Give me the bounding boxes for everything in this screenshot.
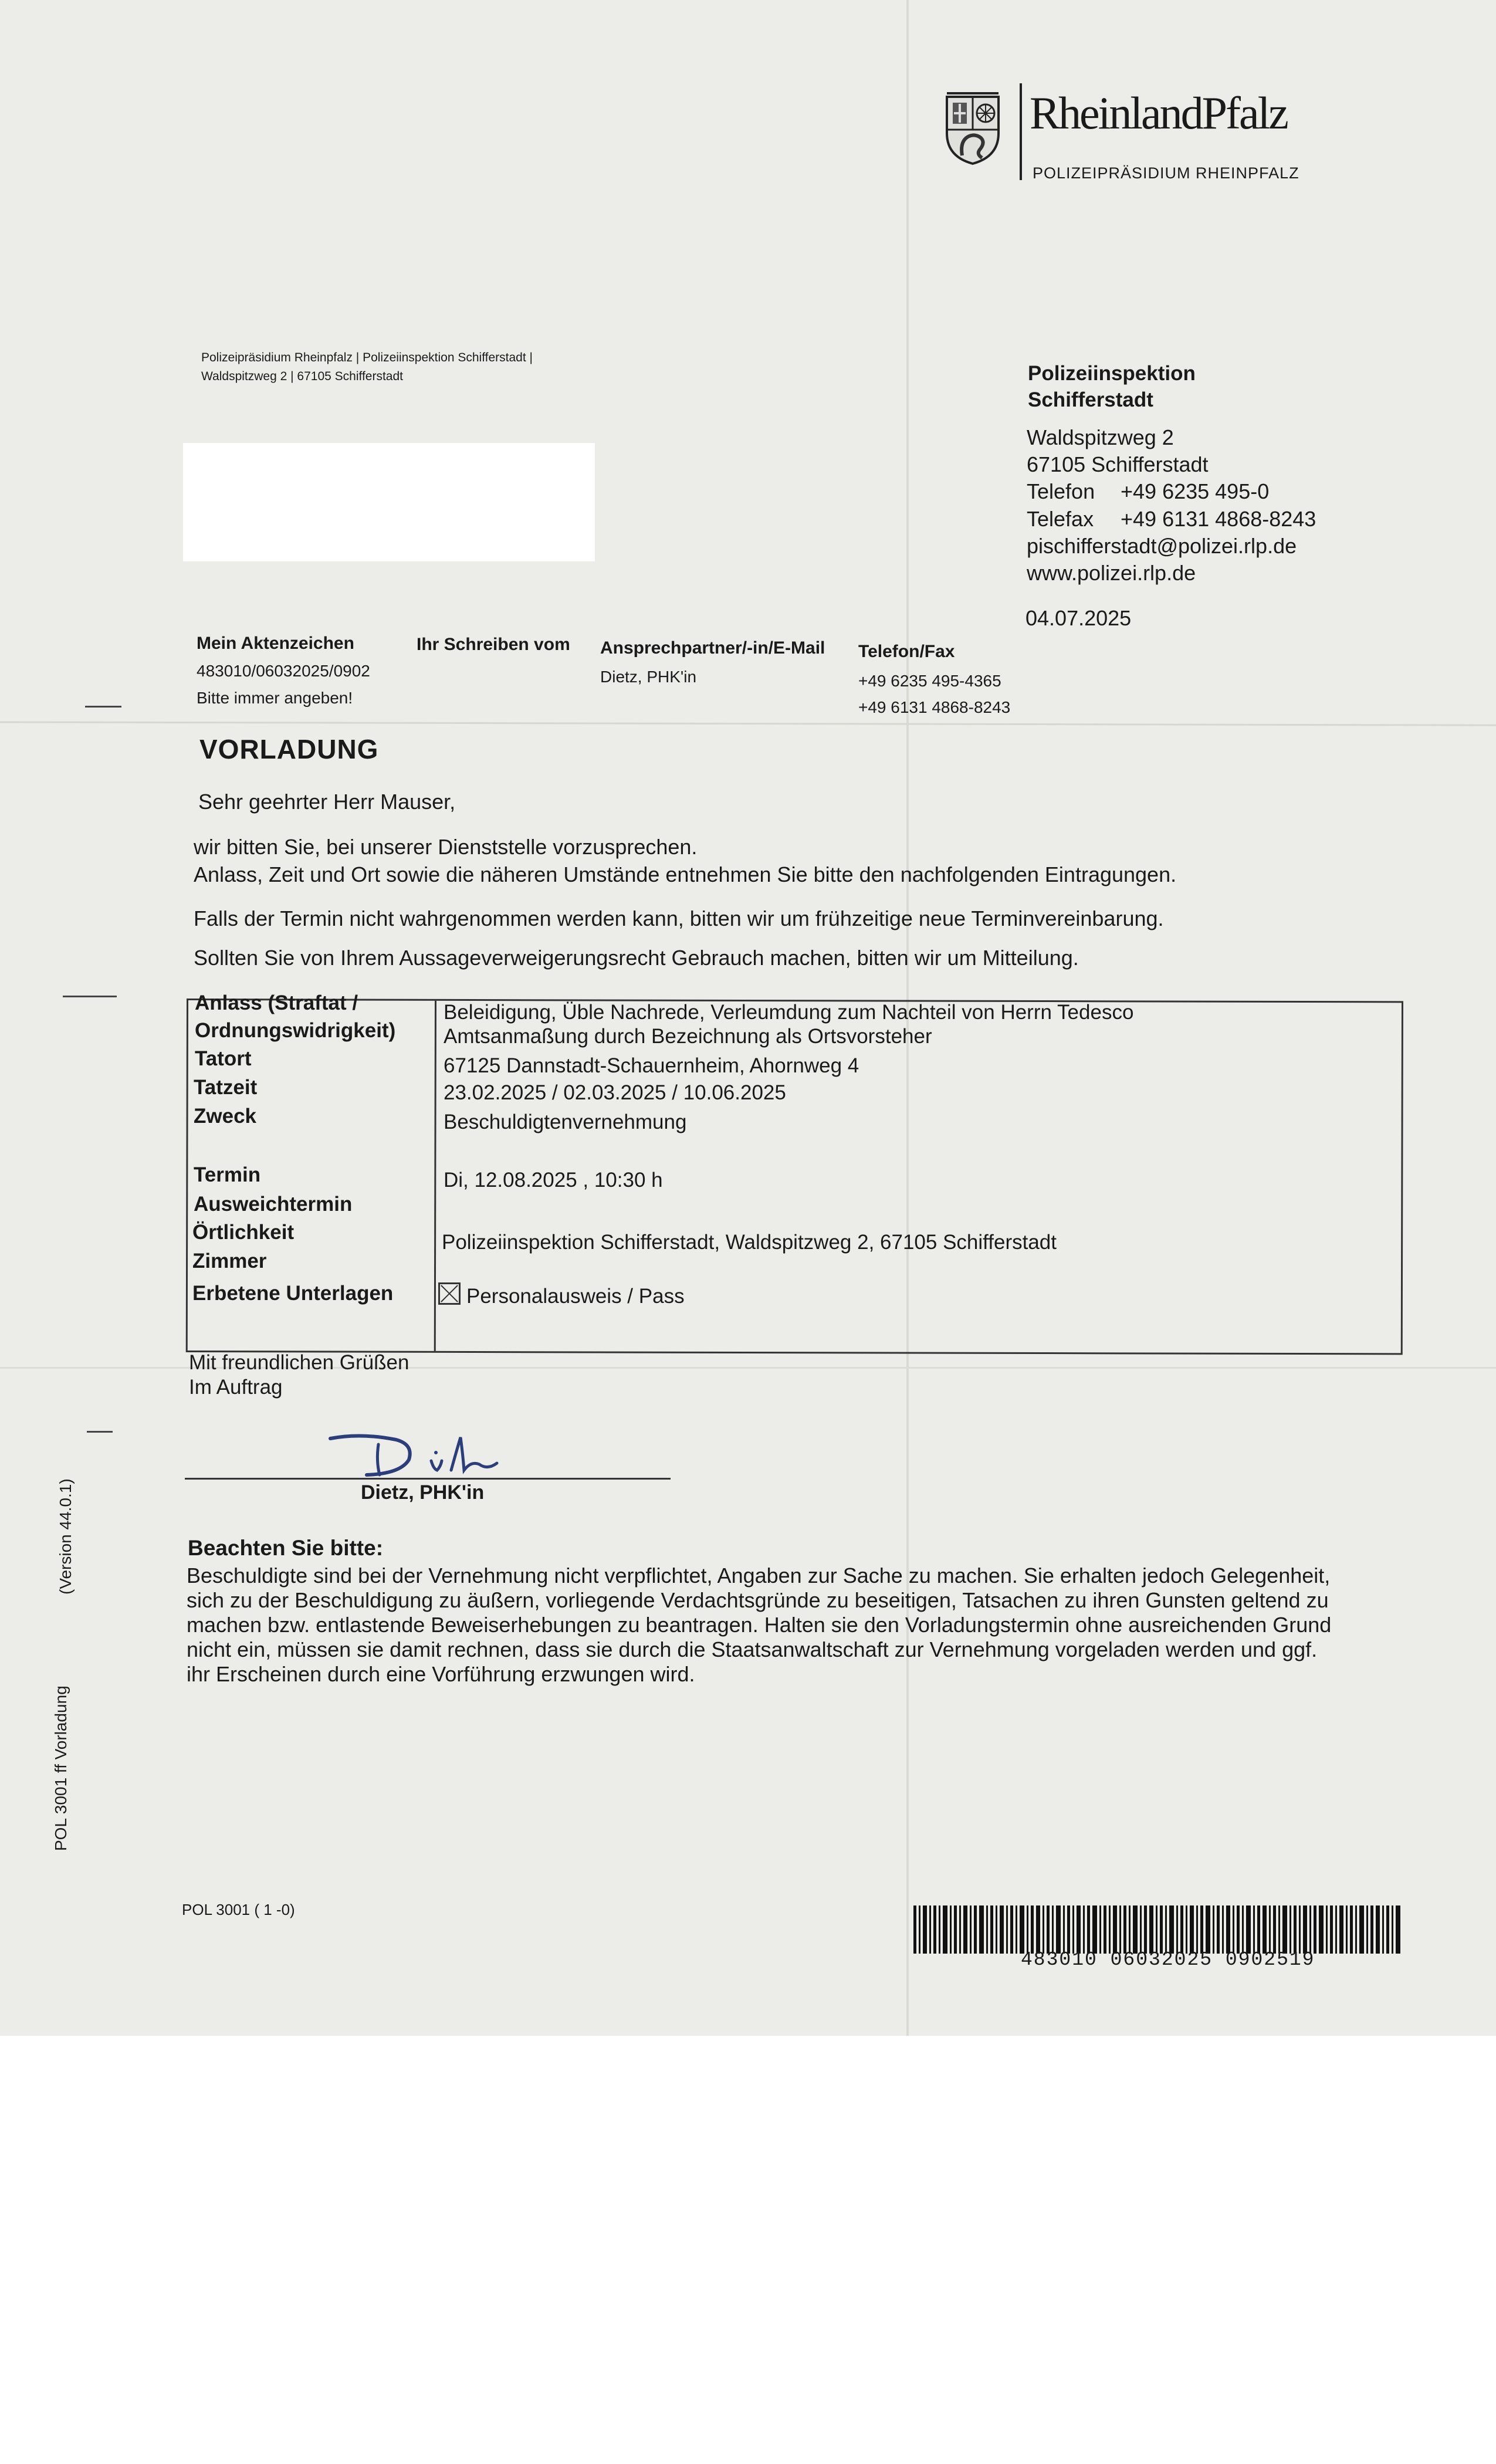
- value-zweck: Beschuldigtenvernehmung: [444, 1111, 687, 1133]
- fold-mark: [87, 1431, 113, 1433]
- side-form-label: POL 3001 ff Vorladung: [52, 1685, 70, 1851]
- value-termin: Di, 12.08.2025 , 10:30 h: [444, 1169, 663, 1192]
- side-version: (Version 44.0.1): [56, 1478, 75, 1595]
- ref-heading-aktenzeichen: Mein Aktenzeichen: [197, 634, 354, 653]
- office-name-line-1: Polizeiinspektion: [1028, 362, 1196, 385]
- office-email: pischifferstadt@polizei.rlp.de: [1027, 534, 1297, 558]
- signer-name: Dietz, PHK'in: [361, 1481, 485, 1504]
- details-table-divider: [434, 1001, 436, 1351]
- office-street: Waldspitzweg 2: [1027, 425, 1174, 449]
- label-zimmer: Zimmer: [192, 1250, 267, 1272]
- document-title: VORLADUNG: [199, 734, 379, 764]
- fold-crease-horizontal: [0, 721, 1496, 726]
- label-anlass-1: Anlass (Straftat /: [195, 991, 358, 1014]
- notice-line: machen bzw. entlastende Beweiserhebungen zu beantragen. Halten sie den Vorladungstermin ohne ausreichenden Grund: [187, 1613, 1332, 1637]
- notice-line: nicht ein, müssen sie damit rechnen, dass sie durch die Staatsanwaltschaft zur Vernehmung vorgeladen werden und ggf.: [187, 1637, 1318, 1661]
- logo-divider: [1020, 83, 1022, 180]
- office-city: 67105 Schifferstadt: [1027, 452, 1209, 476]
- form-id: POL 3001 ( 1 -0): [182, 1901, 295, 1918]
- office-fax-label: Telefax: [1027, 507, 1094, 531]
- notice-heading: Beachten Sie bitte:: [188, 1536, 384, 1560]
- office-phone: +49 6235 495-0: [1121, 479, 1270, 503]
- label-oertlichkeit: Örtlichkeit: [192, 1221, 295, 1244]
- office-name-line-2: Schifferstadt: [1028, 388, 1153, 411]
- value-anlass-2: Amtsanmaßung durch Bezeichnung als Ortsvorsteher: [444, 1025, 932, 1048]
- barcode: [913, 1905, 1403, 1954]
- barcode-number: 483010 06032025 0902519: [1021, 1949, 1315, 1971]
- brand-wordmark: RheinlandPfalz: [1030, 87, 1287, 138]
- ref-telefon: +49 6235 495-4365: [858, 672, 1001, 690]
- sender-line-2: Waldspitzweg 2 | 67105 Schifferstadt: [201, 370, 403, 383]
- label-anlass-2: Ordnungswidrigkeit): [195, 1019, 396, 1042]
- closing-im-auftrag: Im Auftrag: [189, 1376, 283, 1399]
- value-tatzeit: 23.02.2025 / 02.03.2025 / 10.06.2025: [444, 1081, 786, 1104]
- signature-line: [185, 1478, 671, 1480]
- notice-line: sich zu der Beschuldigung zu äußern, vorliegende Verdachtsgründe zu beseitigen, Tatsachen zu ihren Gunsten geltend zu: [187, 1588, 1329, 1612]
- value-anlass-1: Beleidigung, Üble Nachrede, Verleumdung zum Nachteil von Herrn Tedesco: [444, 1001, 1134, 1024]
- salutation: Sehr geehrter Herr Mauser,: [198, 790, 456, 814]
- ref-ansprechpartner: Dietz, PHK'in: [600, 668, 697, 686]
- label-zweck: Zweck: [194, 1105, 256, 1128]
- body-line: Falls der Termin nicht wahrgenommen werden kann, bitten wir um frühzeitige neue Terminvereinbarung.: [194, 906, 1164, 930]
- ref-fax: +49 6131 4868-8243: [858, 698, 1011, 716]
- redacted-address-block: [183, 443, 595, 561]
- ref-hint: Bitte immer angeben!: [197, 689, 353, 707]
- notice-line: ihr Erscheinen durch eine Vorführung erzwungen wird.: [187, 1662, 695, 1686]
- label-termin: Termin: [194, 1163, 261, 1186]
- office-website: www.polizei.rlp.de: [1027, 561, 1196, 585]
- value-unterlagen: Personalausweis / Pass: [466, 1285, 685, 1308]
- office-phone-label: Telefon: [1027, 479, 1095, 503]
- value-tatort: 67125 Dannstadt-Schauernheim, Ahornweg 4: [444, 1054, 859, 1077]
- value-oertlichkeit: Polizeiinspektion Schifferstadt, Waldspitzweg 2, 67105 Schifferstadt: [442, 1231, 1057, 1254]
- fold-mark: [85, 706, 121, 708]
- body-line: Anlass, Zeit und Ort sowie die näheren Umstände entnehmen Sie bitte den nachfolgenden Eintragungen.: [194, 862, 1177, 886]
- body-line: wir bitten Sie, bei unserer Dienststelle vorzusprechen.: [194, 835, 698, 859]
- coat-of-arms-icon: [945, 91, 1001, 166]
- ref-heading-ansprechpartner: Ansprechpartner/-in/E-Mail: [600, 638, 825, 658]
- checkbox-personalausweis-checked: [438, 1282, 461, 1305]
- label-tatzeit: Tatzeit: [194, 1076, 258, 1099]
- label-tatort: Tatort: [195, 1047, 252, 1070]
- handwritten-signature: [326, 1431, 525, 1484]
- office-fax: +49 6131 4868-8243: [1121, 507, 1316, 531]
- label-unterlagen: Erbetene Unterlagen: [192, 1282, 394, 1305]
- body-line: Sollten Sie von Ihrem Aussageverweigerungsrecht Gebrauch machen, bitten wir um Mitteilung.: [194, 946, 1079, 970]
- sender-line-1: Polizeipräsidium Rheinpfalz | Polizeiinspektion Schifferstadt |: [201, 351, 533, 364]
- brand-subtitle: POLIZEIPRÄSIDIUM RHEINPFALZ: [1033, 164, 1299, 182]
- ref-aktenzeichen: 483010/06032025/0902: [197, 662, 370, 680]
- punch-mark: [63, 996, 117, 997]
- notice-line: Beschuldigte sind bei der Vernehmung nicht verpflichtet, Angaben zur Sache zu machen. Sie erhalten jedoch Gelegenheit,: [187, 1563, 1331, 1588]
- ref-heading-schreiben: Ihr Schreiben vom: [417, 635, 570, 654]
- label-ausweichtermin: Ausweichtermin: [194, 1193, 353, 1216]
- closing-greeting: Mit freundlichen Grüßen: [189, 1351, 409, 1374]
- ref-heading-telefon: Telefon/Fax: [858, 642, 955, 661]
- letter-date: 04.07.2025: [1025, 606, 1132, 630]
